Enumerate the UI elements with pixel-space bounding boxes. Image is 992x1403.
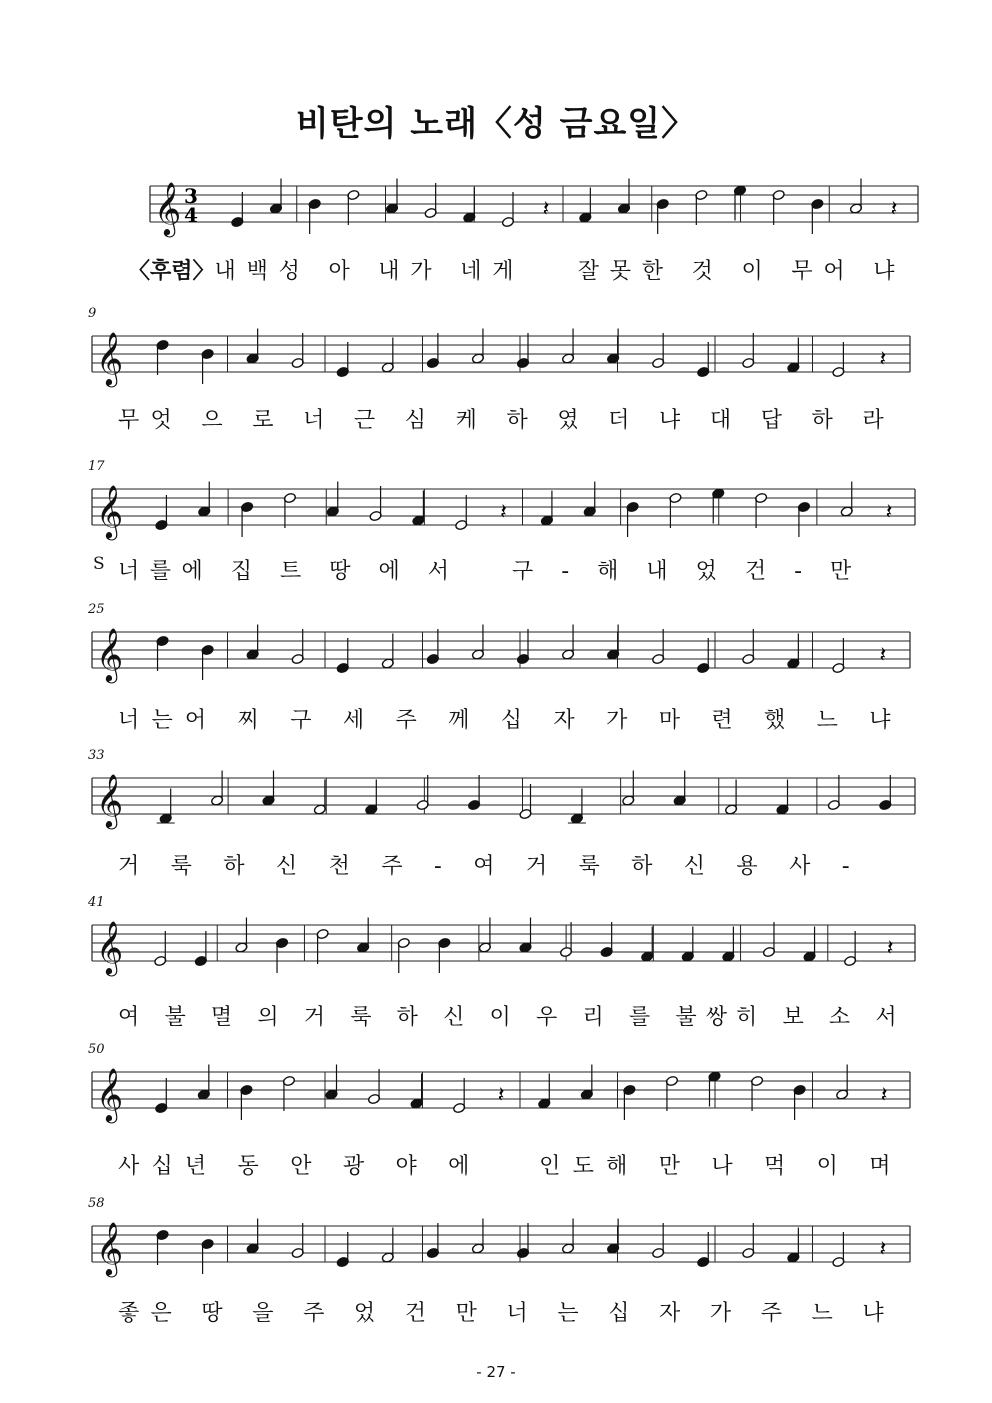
lyrics-text: 여 불 멸 의 거 룩 하 신 이 우 리 를 불쌍히 보 소 서 — [118, 1005, 906, 1030]
measure-number: 33 — [88, 748, 105, 763]
quarter-rest-icon: 𝄽 — [879, 643, 887, 668]
quarter-rest-icon: 𝄽 — [879, 1237, 887, 1262]
lyrics-text: 너를에 집 트 땅 에 서 구 - 해 내 었 건 - 만 — [118, 559, 862, 584]
treble-clef-icon: 𝄞 — [96, 920, 124, 974]
treble-clef-icon: 𝄞 — [96, 331, 124, 385]
measure-number: 41 — [88, 895, 105, 910]
lyrics-text: 좋은 땅 을 주 었 건 만 너 는 십 자 가 주 느 냐 — [118, 1301, 895, 1326]
treble-clef-icon: 𝄞 — [154, 181, 182, 235]
lyrics-line — [118, 1296, 895, 1327]
time-signature-bottom: 4 — [184, 203, 198, 227]
quarter-rest-icon: 𝄽 — [879, 347, 887, 372]
time-signature-top: 3 — [184, 184, 198, 208]
refrain-label: 〈후렴〉 — [128, 259, 215, 284]
page-title: 비탄의 노래〈성 금요일〉 — [295, 104, 697, 144]
quarter-rest-icon: 𝄽 — [880, 1083, 888, 1108]
treble-clef-icon: 𝄞 — [96, 773, 124, 827]
measure-number: 58 — [88, 1196, 105, 1211]
page-number: - 27 - — [476, 1363, 516, 1381]
lyrics-text: 무엇 으 로 너 근 심 케 하 였 더 냐 대 답 하 라 — [118, 408, 895, 433]
treble-clef-icon: 𝄞 — [96, 1221, 124, 1275]
quarter-rest-icon: 𝄽 — [886, 936, 894, 961]
measure-number: 9 — [88, 306, 97, 321]
lyrics-text: 거 룩 하 신 천 주 - 여 거 룩 하 신 용 사 - — [118, 854, 862, 879]
lyrics-text: 너는어 찌 구 세 주 께 십 자 가 마 련 했 느 냐 — [118, 708, 903, 733]
quarter-rest-icon: 𝄽 — [500, 500, 507, 525]
treble-clef-icon: 𝄞 — [96, 484, 124, 538]
quarter-rest-icon: 𝄽 — [542, 197, 550, 222]
measure-number: 50 — [88, 1042, 105, 1057]
quarter-rest-icon: 𝄽 — [497, 1083, 505, 1108]
quarter-rest-icon: 𝄽 — [890, 197, 898, 222]
lyrics-text: 사십년 동 안 광 야 에 인도해 만 나 먹 이 며 — [118, 1154, 903, 1179]
treble-clef-icon: 𝄞 — [96, 1067, 124, 1121]
measure-number: 25 — [88, 602, 105, 617]
quarter-rest-icon: 𝄽 — [885, 500, 893, 525]
measure-number: 17 — [88, 459, 105, 474]
lyrics-text: 내백성 아 내가 네게 잘못한 것 이 무어 냐 — [214, 259, 906, 284]
treble-clef-icon: 𝄞 — [96, 627, 124, 681]
section-marker: S — [93, 554, 105, 574]
